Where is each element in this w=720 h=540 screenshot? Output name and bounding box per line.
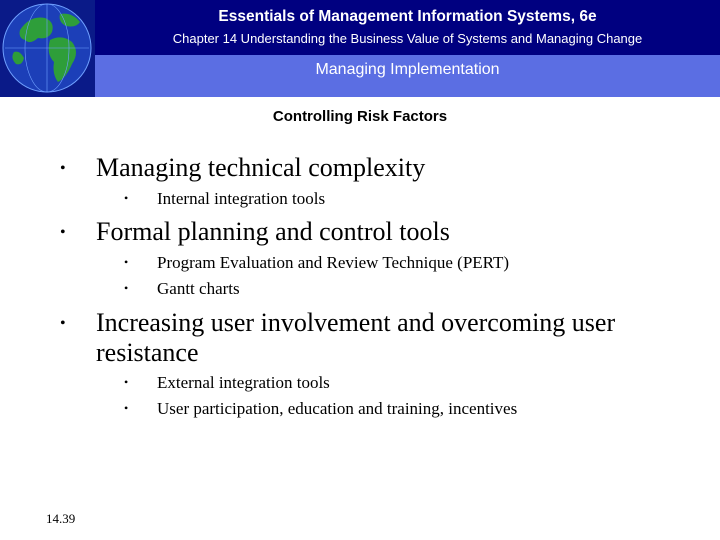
bullet-text: Managing technical complexity xyxy=(96,153,426,182)
bullet-marker: • xyxy=(60,160,66,177)
course-title: Essentials of Management Information Systems, 6e xyxy=(218,8,597,25)
bullet-text: Increasing user involvement and overcoming user resistance xyxy=(96,308,616,367)
sub-bullet-marker: • xyxy=(124,191,129,205)
chapter-title: Chapter 14 Understanding the Business Value of Systems and Managing Change xyxy=(172,31,643,46)
sub-bullet-marker: • xyxy=(124,375,129,389)
sub-bullet-text: User participation, education and training, incentives xyxy=(157,399,518,418)
sub-bullet-text: Program Evaluation and Review Technique (PERT) xyxy=(157,253,510,272)
page-number: 14.39 xyxy=(46,511,76,526)
bullet-marker: • xyxy=(60,315,66,332)
sub-bullet-marker: • xyxy=(124,401,129,415)
globe-logo-icon xyxy=(0,0,95,97)
slide-title: Controlling Risk Factors xyxy=(272,108,448,125)
bullet-marker: • xyxy=(60,224,66,241)
sub-bullet-marker: • xyxy=(124,255,129,269)
sub-bullet-text: Gantt charts xyxy=(157,279,240,298)
sub-bullet-text: Internal integration tools xyxy=(157,189,326,208)
section-title: Managing Implementation xyxy=(315,61,500,78)
sub-bullet-text: External integration tools xyxy=(157,373,330,392)
bullet-text: Formal planning and control tools xyxy=(96,217,450,246)
sub-bullet-marker: • xyxy=(124,281,129,295)
